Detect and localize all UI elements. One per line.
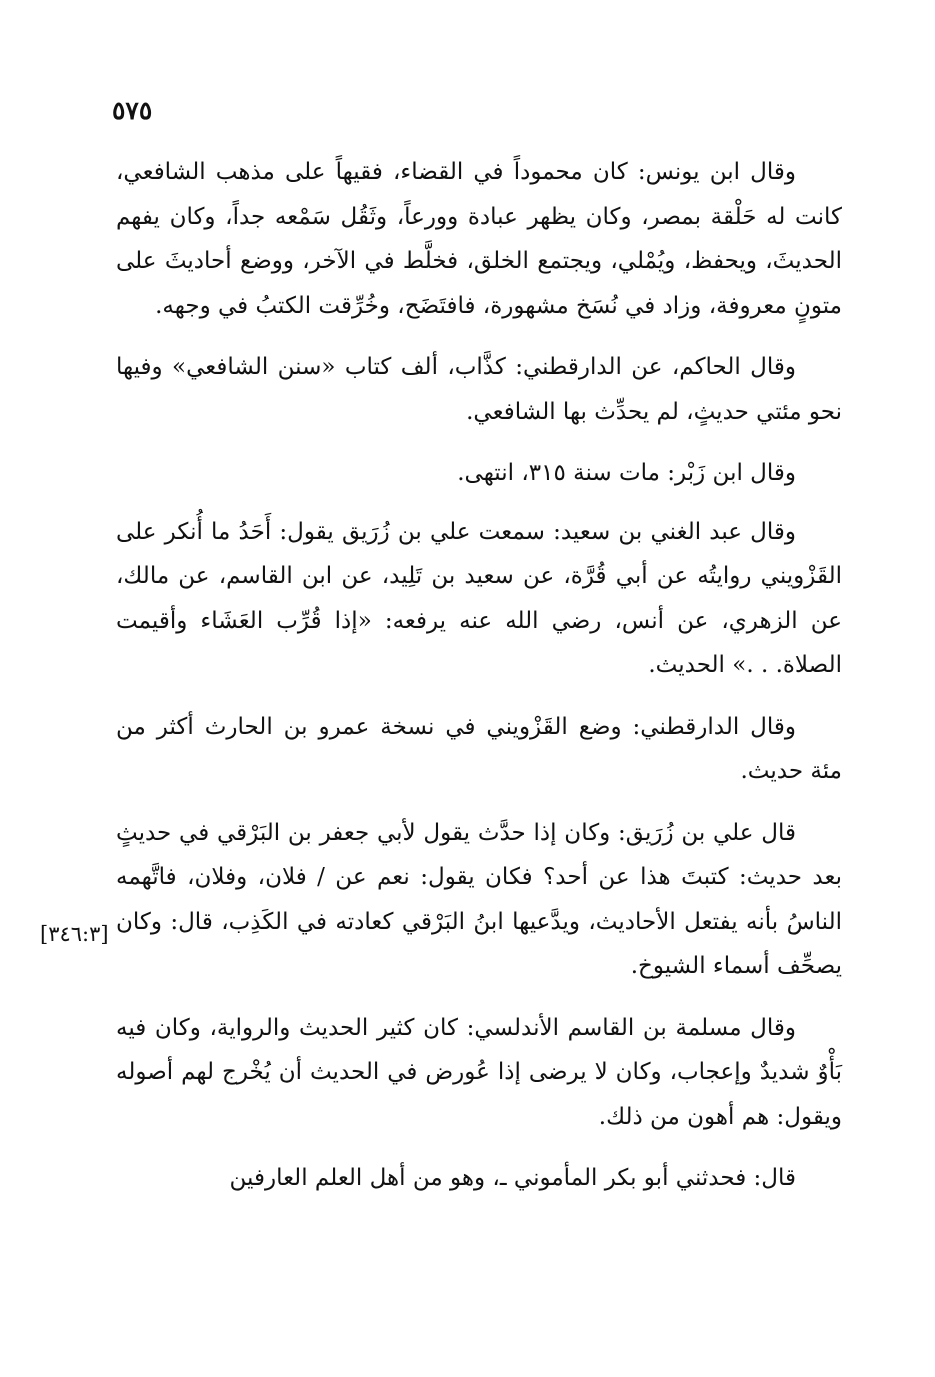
paragraph-abd-al-ghani: وقال عبد الغني بن سعيد: سمعت علي بن زُرَيق يقول: أَحَدُ ما أُنكر على القَزْويني روايتُه عن أبي قُرَّة، عن سعيد بن تَلِيد، عن ابن القاسم، عن مالك، عن الزهري، عن أنس، رضي الله عنه يرفعه: «إذا قُرِّب العَشَاء وأقيمت الصلاة. . .» الحديث. <box>116 518 842 678</box>
page-number: ٥٧٥ <box>112 96 153 125</box>
paragraph-hakim: وقال الحاكم، عن الدارقطني: كذَّاب، ألف كتاب «سنن الشافعي» وفيها نحو مئتي حديثٍ، لم يحدِّث بها الشافعي. <box>116 354 842 425</box>
paragraph-maslama: وقال مسلمة بن القاسم الأندلسي: كان كثير الحديث والرواية، وكان فيه بَأْوٌ شديدٌ وإعجاب، وكان لا يرضى إذا عُورض في الحديث أن يُخْرج لهم أصوله ويقول: هم أهون من ذلك. <box>116 1014 842 1130</box>
main-text <box>116 150 842 1218</box>
paragraph-ibn-zabr: وقال ابن زَبْر: مات سنة ٣١٥، انتهى. <box>457 460 796 486</box>
paragraph-mamuni: قال: فحدثني أبو بكر المأموني ـ، وهو من أهل العلم العارفين <box>229 1165 796 1191</box>
paragraph-ibn-yunus: وقال ابن يونس: كان محموداً في القضاء، فقيهاً على مذهب الشافعي، كانت له حَلْقة بمصر، وكان يظهر عبادة وورعاً، وثَقُل سَمْعه جداً، وكان يفهم الحديثَ، ويحفظ، ويُمْلي، ويجتمع الخلق، فخلَّط في الآخر، ووضع أحاديثَ على متونٍ معروفة، وزاد في نُسَخ مشهورة، فافتَضَح، وخُرِّقت الكتبُ في وجهه. <box>116 159 842 319</box>
paragraph-daraqutni: وقال الدارقطني: وضع القَزْويني في نسخة عمرو بن الحارث أكثر من مئة حديث. <box>116 713 842 784</box>
paragraph-ali-ibn-zurayq: قال علي بن زُرَيق: وكان إذا حدَّث يقول لأبي جعفر بن البَرْقي في حديثٍ بعد حديث: كتبتَ هذا عن أحد؟ فكان يقول: نعم عن / فلان، وفلان، فاتَّهمه الناسُ بأنه يفتعل الأحاديث، ويدَّعيها ابنُ البَرْقي كعادته في الكَذِب، قال: وكان يصحِّف أسماء الشيوخ. <box>116 819 842 979</box>
margin-reference: [٣٤٦:٣] <box>40 922 109 946</box>
